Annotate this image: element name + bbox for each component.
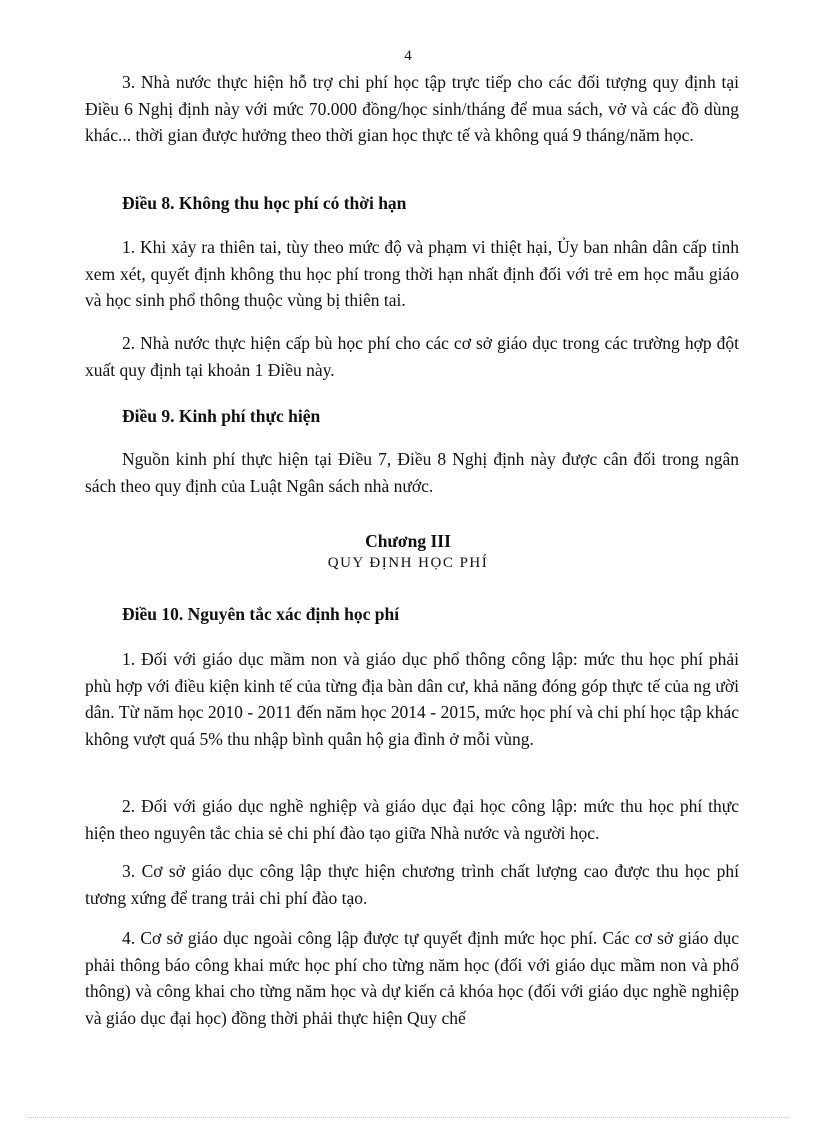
paragraph-article9: Nguồn kinh phí thực hiện tại Điều 7, Điều 8 Nghị định này được cân đối trong ngân sách theo quy định của Luật Ngân sách nhà nước. (85, 449, 739, 496)
heading-article-10: Điều 10. Nguyên tắc xác định học phí (122, 604, 400, 624)
heading-article-8: Điều 8. Không thu học phí có thời hạn (122, 193, 407, 213)
paragraph-article10-clause4: 4. Cơ sở giáo dục ngoài công lập được tự quyết định mức học phí. Các cơ sở giáo dục phải thông báo công khai mức học phí cho từng năm học (đối với giáo dục mầm non và phổ thông) và công khai cho từng năm học và dự kiến cả khóa học (đối với giáo dục nghề nghiệp và giáo dục đại học) đồng thời phải thực hiện Quy chế (85, 928, 739, 1028)
heading-article-9: Điều 9. Kinh phí thực hiện (122, 406, 321, 426)
paragraph-article10-clause2: 2. Đối với giáo dục nghề nghiệp và giáo dục đại học công lập: mức thu học phí thực hiện theo nguyên tắc chia sẻ chi phí đào tạo giữa Nhà nước và người học. (85, 796, 739, 843)
paragraph-article8-clause1: 1. Khi xảy ra thiên tai, tùy theo mức độ và phạm vi thiệt hại, Ủy ban nhân dân cấp tỉnh xem xét, quyết định không thu học phí trong thời hạn nhất định đối với trẻ em học mẫu giáo và học sinh phổ thông thuộc vùng bị thiên tai. (85, 237, 739, 310)
chapter-subtitle: QUY ĐỊNH HỌC PHÍ (327, 555, 489, 571)
page-number: 4 (404, 48, 412, 64)
chapter-title: Chương III (365, 531, 451, 551)
paragraph-article10-clause1: 1. Đối với giáo dục mầm non và giáo dục phổ thông công lập: mức thu học phí phải phù hợp với điều kiện kinh tế của từng địa bàn dân cư, khả năng đóng góp thực tế của ng ười dân. Từ năm học 2010 - 2011 đến năm học 2014 - 2015, mức học phí và chi phí học tập khác không vượt quá 5% thu nhập bình quân hộ gia đình ở mỗi vùng. (85, 649, 739, 749)
paragraph-article10-clause3: 3. Cơ sở giáo dục công lập thực hiện chương trình chất lượng cao được thu học phí tương xứng để trang trải chi phí đào tạo. (85, 861, 739, 908)
page-bottom-divider (28, 1117, 788, 1118)
paragraph-article7-clause3: 3. Nhà nước thực hiện hỗ trợ chi phí học tập trực tiếp cho các đối tượng quy định tại Điều 6 Nghị định này với mức 70.000 đồng/học sinh/tháng để mua sách, vở và các đồ dùng khác... thời gian được hưởng theo thời gian học thực tế và không quá 9 tháng/năm học. (85, 72, 739, 145)
paragraph-article8-clause2: 2. Nhà nước thực hiện cấp bù học phí cho các cơ sở giáo dục trong các trường hợp đột xuất quy định tại khoản 1 Điều này. (85, 333, 739, 380)
